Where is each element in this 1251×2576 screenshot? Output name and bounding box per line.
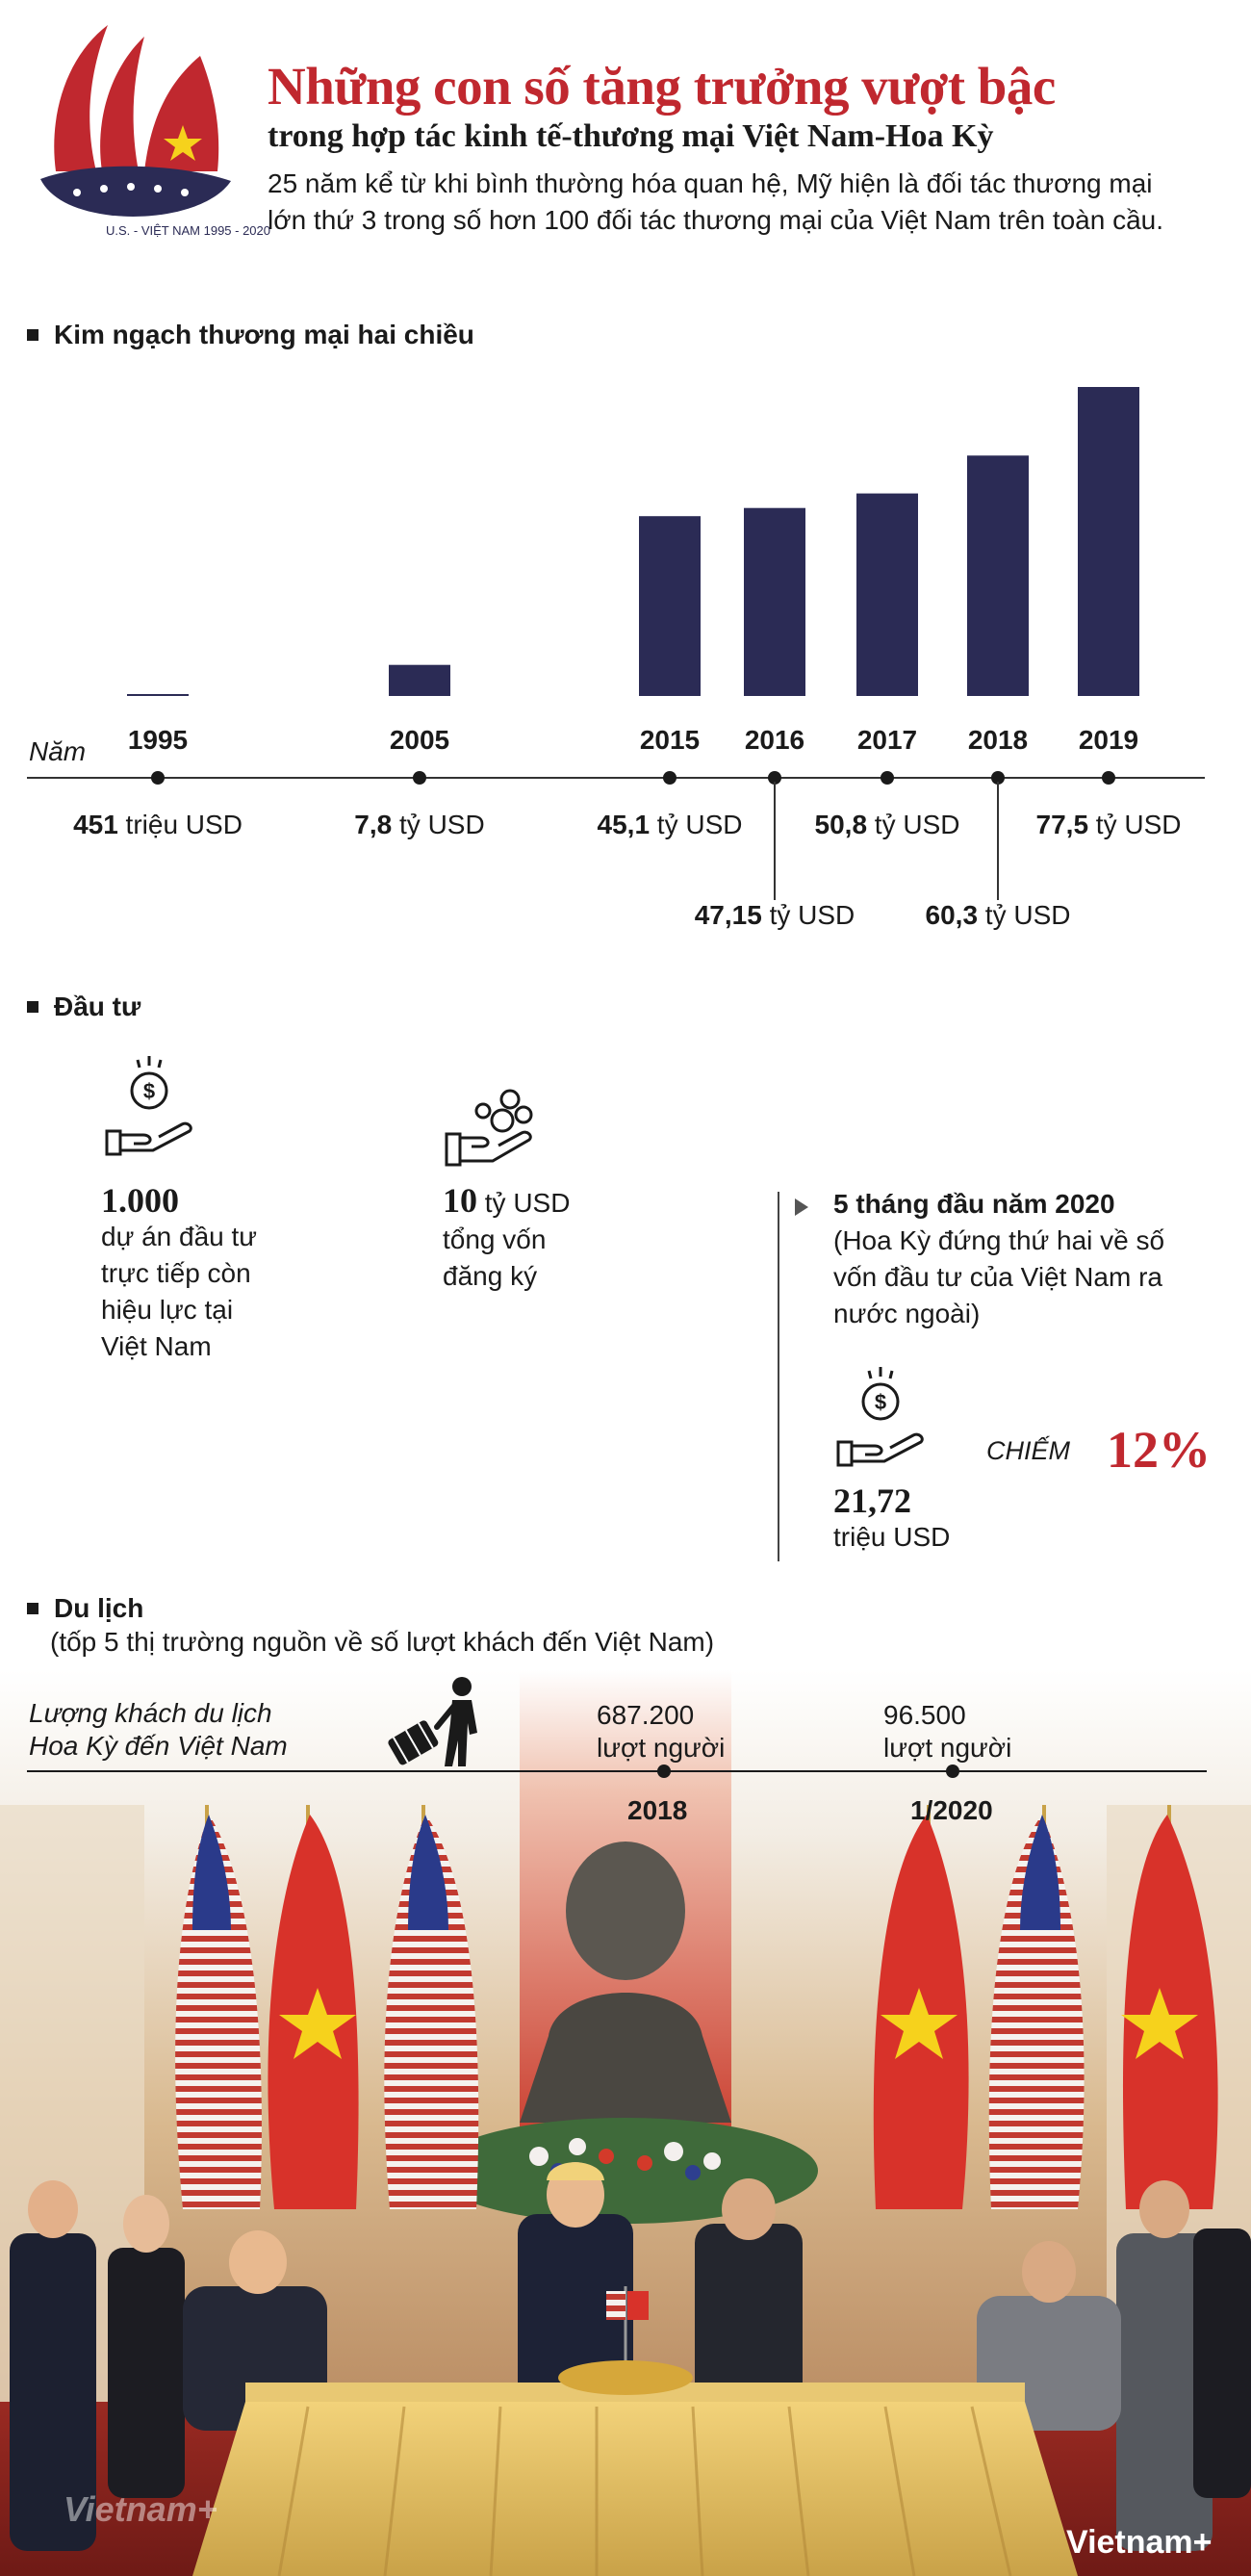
timeline-dot-2017 — [881, 771, 894, 785]
tourism-label-line-1: Lượng khách du lịch — [29, 1698, 272, 1728]
tourism-section-header — [27, 1593, 143, 1624]
period-line-1: (Hoa Kỳ đứng thứ hai về số — [833, 1225, 1165, 1255]
axis-label-year: Năm — [29, 736, 87, 766]
outward-number: 21,72 — [833, 1481, 911, 1520]
tourism-label-line-2: Hoa Kỳ đến Việt Nam — [29, 1731, 288, 1761]
bar-1995 — [127, 694, 189, 696]
data-label-2017: 50,8 tỷ USD — [814, 810, 960, 839]
data-label-2016: 47,15 tỷ USD — [694, 900, 855, 930]
timeline-dot-2015 — [663, 771, 677, 785]
outward-investment-block — [833, 1186, 1164, 1332]
hand-coin-icon — [832, 1365, 929, 1471]
trade-section-header — [27, 320, 474, 350]
period-title: 5 tháng đầu năm 2020 — [833, 1189, 1115, 1219]
tourism-point-2018 — [597, 1699, 725, 1765]
trade-section-title: Kim ngạch thương mại hai chiều — [54, 320, 474, 349]
hand-coin-icon — [101, 1054, 197, 1160]
svg-text:$: $ — [142, 1079, 156, 1103]
photo-watermark: Vietnam+ — [64, 2489, 217, 2529]
vietnamplus-logo: Vietnam+ — [1066, 2524, 1213, 2561]
intro-line-2: lớn thứ 3 trong số hơn 100 đối tác thương mại của Việt Nam trên toàn cầu. — [268, 205, 1164, 235]
capital-number: 10 — [443, 1181, 477, 1220]
tourism-value-2020: 96.500 — [883, 1700, 966, 1730]
timeline-dot-2019 — [1102, 771, 1115, 785]
tourism-timeline — [0, 1670, 1251, 1863]
capital-line-2: đăng ký — [443, 1261, 538, 1291]
svg-text:$: $ — [874, 1390, 887, 1414]
bullet-square — [27, 1001, 38, 1013]
projects-line-2: trực tiếp còn — [101, 1258, 251, 1288]
page-title: Những con số tăng trưởng vượt bậc — [268, 57, 1056, 116]
data-label-1995: 451 triệu USD — [73, 810, 243, 839]
projects-line-4: Việt Nam — [101, 1331, 212, 1361]
tick-label-2018: 2018 — [967, 725, 1029, 755]
tick-label-2019: 2019 — [1078, 725, 1139, 755]
data-label-2015: 45,1 tỷ USD — [597, 810, 743, 839]
data-label-2005: 7,8 tỷ USD — [354, 810, 485, 839]
trade-bar-chart — [0, 366, 1251, 963]
tourism-value-2018: 687.200 — [597, 1700, 695, 1730]
projects-number: 1.000 — [101, 1181, 179, 1220]
tourism-unit-2020: lượt người — [883, 1733, 1012, 1763]
projects-line-3: hiệu lực tại — [101, 1295, 234, 1325]
tick-label-2015: 2015 — [639, 725, 701, 755]
capital-block — [443, 1182, 570, 1295]
bullet-square — [27, 1603, 38, 1614]
data-label-2019: 77,5 tỷ USD — [1035, 810, 1182, 839]
capital-line-1: tổng vốn — [443, 1224, 547, 1254]
us-vietnam-logo — [38, 17, 270, 241]
tick-label-1995: 1995 — [127, 725, 189, 755]
bullet-square — [27, 329, 38, 341]
timeline-dot-1995 — [151, 771, 165, 785]
capital-unit: tỷ USD — [477, 1188, 571, 1218]
timeline-dot-2005 — [413, 771, 426, 785]
period-line-2: vốn đầu tư của Việt Nam ra — [833, 1262, 1162, 1292]
share-label: CHIẾM — [986, 1436, 1070, 1465]
investment-section-header — [27, 992, 140, 1022]
hand-coins-icon — [443, 1088, 539, 1170]
bar-2017 — [856, 494, 918, 696]
tourism-year-2018: 2018 — [627, 1795, 688, 1825]
timeline-dot — [946, 1765, 959, 1778]
tourism-point-2020 — [883, 1699, 1011, 1765]
period-line-3: nước ngoài) — [833, 1299, 981, 1328]
play-triangle-icon — [795, 1198, 808, 1216]
projects-block — [101, 1182, 257, 1365]
tick-label-2016: 2016 — [744, 725, 805, 755]
data-label-2018: 60,3 tỷ USD — [925, 900, 1071, 930]
intro-text — [268, 166, 1230, 239]
intro-line-1: 25 năm kể từ khi bình thường hóa quan hệ, Mỹ hiện là đối tác thương mại — [268, 168, 1153, 198]
outward-amount-block — [833, 1482, 950, 1556]
bar-2015 — [639, 516, 701, 696]
timeline-dot — [657, 1765, 671, 1778]
page-subtitle: trong hợp tác kinh tế-thương mại Việt Nam-Hoa Kỳ — [268, 118, 994, 154]
outward-unit: triệu USD — [833, 1522, 951, 1552]
tourism-label — [29, 1697, 288, 1763]
tourism-subtitle: (tốp 5 thị trường nguồn về số lượt khách đến Việt Nam) — [50, 1627, 715, 1657]
traveler-icon — [385, 1675, 491, 1771]
tick-label-2005: 2005 — [389, 725, 450, 755]
share-value: 12% — [1107, 1421, 1211, 1479]
investment-divider — [778, 1192, 779, 1561]
logo-text: U.S. - VIỆT NAM 1995 - 2020 — [106, 223, 270, 238]
bar-2018 — [967, 455, 1029, 696]
tourism-unit-2018: lượt người — [597, 1733, 726, 1763]
tick-label-2017: 2017 — [856, 725, 918, 755]
bar-2016 — [744, 508, 805, 696]
projects-line-1: dự án đầu tư — [101, 1222, 258, 1251]
bar-2019 — [1078, 387, 1139, 696]
tourism-year-2020: 1/2020 — [910, 1795, 993, 1825]
tourism-section-title: Du lịch — [54, 1593, 144, 1623]
investment-section-title: Đầu tư — [54, 992, 141, 1021]
bar-2005 — [389, 665, 450, 696]
tourism-axis — [27, 1770, 1207, 1772]
